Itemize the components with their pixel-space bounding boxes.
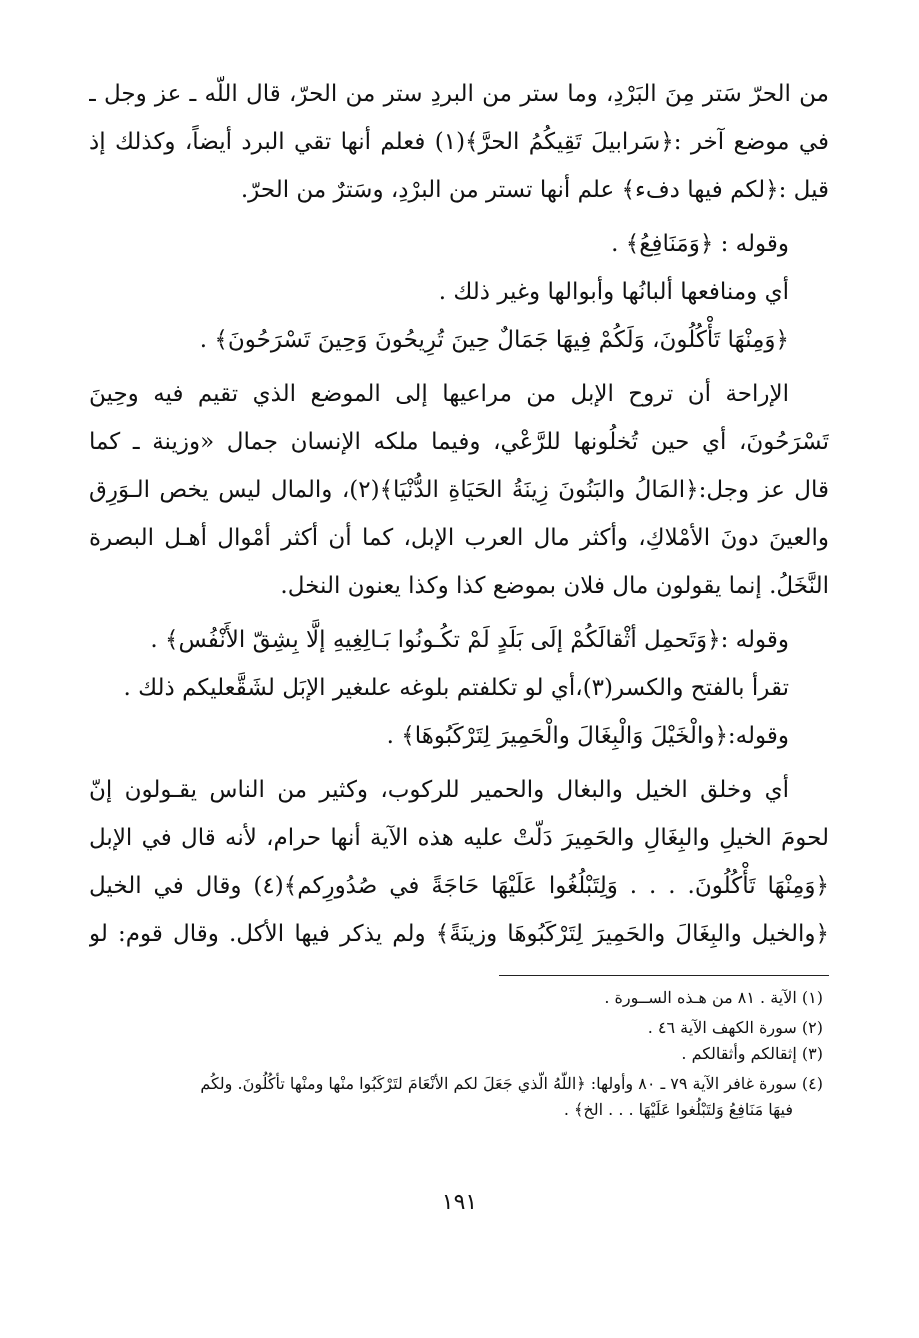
text-line: النَّخَلُ. إنما يقولون مال فلان بموضع كذا وكذا يعنون النخل.	[280, 573, 829, 599]
footnote-divider	[499, 975, 829, 976]
footnotes	[88, 985, 823, 1123]
footnote-continuation: فيهَا مَنَافِعُ وَلتَبْلُغوا عَلَيْهَا . . . الخ﴾ .	[563, 1100, 793, 1119]
text-line: وقوله :﴿وَتَحمِل أثْقالَكُمْ إلَى بَلَدٍ لَمْ تكُـونُوا بَـالِغِيهِ إلَّا بِشِقّ الأَنْفُس﴾ .	[150, 627, 789, 653]
page-number: ١٩١	[441, 1190, 478, 1215]
text-line: وقوله:﴿والْخَيْلَ وَالْبِغَالَ والْحَمِيرَ لِتَرْكَبُوهَا﴾ .	[386, 723, 789, 749]
footnote: (٤) سورة غافر الآية ٧٩ ـ ٨٠ وأولها: ﴿اللّهُ الّذي جَعَلَ لكم الأنْعَامَ لتَرْكَبُوا منْها ومنْها تأكُلُونَ. ولكُم	[200, 1074, 823, 1093]
text-line: وقوله : ﴿وَمَنَافِعُ﴾ .	[611, 231, 789, 257]
text-line: ﴿والخيل والبِغَالَ والحَمِيرَ لِتَرْكَبُوهَا وزينَةً﴾ ولم يذكر فيها الأكل. وقال قوم: لو	[89, 921, 829, 947]
text-line: أي وخلق الخيل والبغال والحمير للركوب، وكثير من الناس يقـولون إنّ	[89, 777, 789, 803]
text-line: تقرأ بالفتح والكسر(٣)،أي لو تكلفتم بلوغه علىغير الإبَل لشَقَّعليكم ذلك .	[123, 675, 789, 701]
footnote: (٣) إثقالكم وأثقالكم .	[681, 1044, 823, 1063]
text-line: تَسْرَحُونَ، أي حين تُخلُونها للرَّعْي، وفيما ملكه الإنسان جمال «وزينة ـ كما	[89, 429, 829, 455]
text-line: قال عز وجل:﴿المَالُ والبَنُونَ زِينَةُ الحَيَاةِ الدُّنْيَا﴾(٢)، والمال ليس يخص الـوَرِق	[89, 477, 829, 503]
text-line: ﴿وَمِنْهَا تَأْكُلُونَ، وَلَكُمْ فِيهَا جَمَالٌ حِينَ تُرِيحُونَ وَحِينَ تَسْرَحُونَ﴾ .	[199, 327, 789, 353]
text-line: لحومَ الخيلِ والبِغَالِ والحَمِيرَ دَلّتْ عليه هذه الآية أنها حرام، لأنه قال في الإبل	[89, 825, 829, 851]
main-text	[89, 70, 829, 958]
text-line: في موضع آخر :﴿سَرابيلَ تَقِيكُمُ الحرَّ﴾(١) فعلم أنها تقي البرد أيضاً، وكذلك إذ	[89, 129, 829, 155]
text-line: الإراحة أن تروح الإبل من مراعيها إلى الموضع الذي تقيم فيه وحِينَ	[89, 381, 789, 407]
text-line: قيل :﴿لكم فيها دفء﴾ علم أنها تستر من البرْدِ، وسَترٌ من الحرّ.	[240, 177, 829, 203]
text-line: من الحرّ سَتر مِنَ البَرْدِ، وما ستر من البردِ ستر من الحرّ، قال اللّه ـ عز وجل ـ	[89, 81, 829, 107]
text-line: والعينَ دونَ الأمْلاكِ، وأكثر مال العرب الإبل، كما أن أكثر أمْوال أهـل البصرة	[89, 525, 829, 551]
footnote: (٢) سورة الكهف الآية ٤٦ .	[647, 1018, 823, 1037]
footnote: (١) الآية . ٨١ من هـذه الســورة .	[604, 988, 823, 1007]
text-line: ﴿وَمِنْهَا تَأْكُلُونَ. . . . وَلِتَبْلُغُوا عَلَيْهَا حَاجَةً في صُدُورِكم﴾(٤) وقال في الخيل	[89, 873, 829, 899]
text-line: أي ومنافعها ألبانُها وأبوالها وغير ذلك .	[438, 279, 789, 305]
